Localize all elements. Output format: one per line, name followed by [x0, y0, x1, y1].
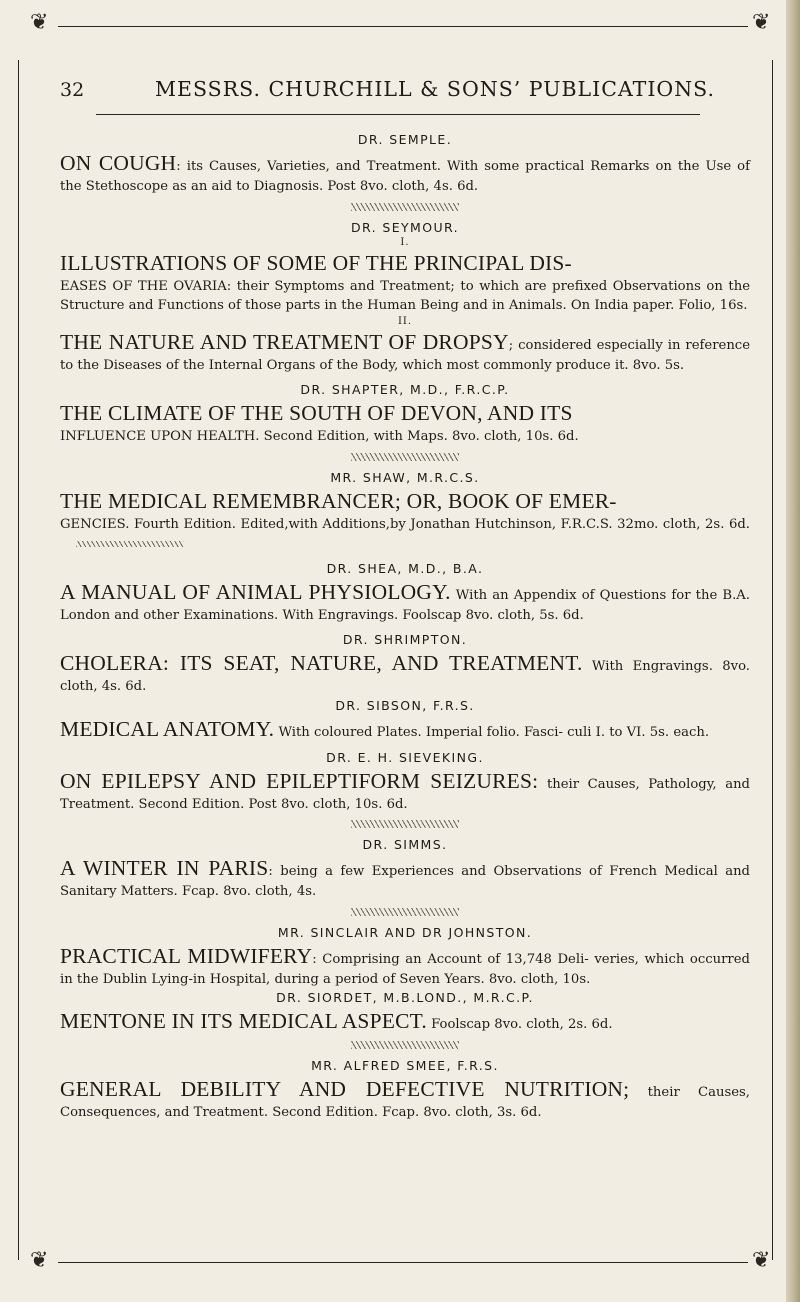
entry-title: ON EPILEPSY AND EPILEPTIFORM SEIZURES:: [60, 768, 539, 793]
page-number: 32: [60, 79, 85, 101]
entry-body: [60, 1007, 750, 1035]
bottom-border-rule: [58, 1262, 748, 1263]
entry-description: With Engravings. 8vo. cloth, 4s. 6d.: [60, 659, 750, 694]
entry-body: [60, 1075, 750, 1123]
entry-author: DR. SEYMOUR.: [350, 219, 460, 235]
entry-title: MEDICAL ANATOMY.: [60, 716, 275, 741]
entry-title: MENTONE IN ITS MEDICAL ASPECT.: [60, 1009, 427, 1033]
entry-description: Foolscap 8vo. cloth, 2s. 6d.: [426, 1017, 613, 1032]
entry-author: MR. ALFRED SMEE, F.R.S.: [311, 1058, 499, 1073]
catalogue-listing: [60, 131, 750, 1123]
separator-ornament: [351, 203, 459, 211]
entry-title: THE NATURE AND TREATMENT OF DROPSY: [60, 329, 509, 354]
entry-author: DR. SHAPTER, M.D., F.R.C.P.: [300, 382, 510, 397]
page-binding-edge: [786, 0, 800, 1302]
header-rule: [96, 114, 700, 115]
entry-description: their Causes, Pathology, and Treatment. Second Edition. Post 8vo. cloth, 10s. 6d.: [60, 776, 751, 812]
running-head: [60, 77, 740, 101]
entry-title: GENERAL DEBILITY AND DEFECTIVE NUTRITION;: [60, 1077, 630, 1101]
entry-description: INFLUENCE UPON HEALTH. Second Edition, with Maps. 8vo. cloth, 10s. 6d.: [60, 429, 579, 444]
entry-body: [60, 942, 750, 990]
entry-description: : being a few Experiences and Observations of French Medical and Sanitary Matters. Fcap. 8vo. cloth, 4s.: [60, 864, 750, 899]
entry-author: MR. SHAW, M.R.C.S.: [330, 469, 480, 485]
entry-description: their Causes, Consequences, and Treatment. Second Edition. Fcap. 8vo. cloth, 3s. 6d.: [60, 1085, 751, 1120]
running-title: MESSRS. CHURCHILL & SONS’ PUBLICATIONS.: [155, 77, 715, 101]
roman-numeral: I.: [400, 236, 410, 248]
entry-author: MR. SINCLAIR AND DR JOHNSTON.: [277, 924, 533, 940]
top-border-rule: [58, 26, 748, 27]
right-border-rule: [772, 60, 775, 1260]
entry-title: THE MEDICAL REMEMBRANCER; OR, BOOK OF EMER-: [60, 488, 617, 513]
entry-description: With an Appendix of Questions for the B.A. London and other Examinations. With Engravings. Foolscap 8vo. cloth, 5s. 6d.: [60, 587, 750, 623]
fleuron-ornament-icon: ❦: [30, 10, 49, 35]
entry-body: [60, 854, 750, 902]
entry-description: With coloured Plates. Imperial folio. Fasci- culi I. to VI. 5s. each.: [274, 724, 710, 740]
entry-title: THE CLIMATE OF THE SOUTH OF DEVON, AND ITS: [60, 401, 573, 425]
entry-title: CHOLERA: ITS SEAT, NATURE, AND TREATMENT.: [60, 651, 583, 675]
entry-body: [60, 649, 750, 697]
entry-author: DR. SIORDET, M.B.LOND., M.R.C.P.: [276, 990, 534, 1005]
entry-body: [60, 715, 750, 743]
entry-body: [60, 399, 750, 447]
entry-author: DR. SHEA, M.D., B.A.: [326, 560, 484, 576]
separator-ornament: [76, 541, 184, 547]
fleuron-ornament-icon: ❦: [752, 10, 771, 35]
entry-title: ILLUSTRATIONS OF SOME OF THE PRINCIPAL DIS-: [60, 250, 572, 275]
roman-numeral: II.: [397, 315, 413, 327]
entry-description: EASES OF THE OVARIA: their Symptoms and Treatment; to which are prefixed Observations on the Structure and Functions of those parts in the Human Being and in Animals. On India paper. Folio, 16s.: [60, 278, 750, 313]
entry-author: DR. SIMMS.: [362, 837, 448, 852]
separator-ornament: [351, 1041, 459, 1049]
entry-description: ; considered especially in reference to the Diseases of the Internal Organs of the Body, which most commonly produce it. 8vo. 5s.: [60, 337, 750, 373]
entry-author: DR. E. H. SIEVEKING.: [326, 749, 484, 765]
entry-body: [60, 328, 750, 376]
entry-title: A MANUAL OF ANIMAL PHYSIOLOGY.: [60, 579, 451, 604]
entry-body: [60, 578, 750, 626]
separator-ornament: [351, 453, 459, 461]
entry-body: [60, 487, 750, 554]
entry-title: ON COUGH: [60, 151, 177, 175]
entry-title: PRACTICAL MIDWIFERY: [60, 943, 313, 968]
fleuron-ornament-icon: ❦: [30, 1248, 49, 1273]
entry-body: [60, 249, 750, 316]
separator-ornament: [351, 820, 459, 828]
left-border-rule: [18, 60, 21, 1260]
separator-ornament: [351, 908, 459, 916]
entry-description: GENCIES. Fourth Edition. Edited,with Additions,by Jonathan Hutchinson, F.R.C.S. 32mo. cloth, 2s. 6d.: [60, 516, 750, 532]
entry-body: [60, 149, 750, 197]
entry-author: DR. SIBSON, F.R.S.: [335, 697, 475, 713]
entry-description: : its Causes, Varieties, and Treatment. With some practical Remarks on the Use of the Stethoscope as an aid to Diagnosis. Post 8vo. cloth, 4s. 6d.: [60, 159, 750, 194]
entry-body: [60, 767, 750, 815]
entry-title: A WINTER IN PARIS: [60, 856, 269, 880]
fleuron-ornament-icon: ❦: [752, 1248, 771, 1273]
entry-author: DR. SEMPLE.: [357, 132, 453, 147]
entry-author: DR. SHRIMPTON.: [342, 632, 468, 647]
entry-description: : Comprising an Account of 13,748 Deli- veries, which occurred in the Dublin Lying-in Hospital, during a period of Seven Years. 8vo. cloth, 10s.: [60, 951, 750, 987]
